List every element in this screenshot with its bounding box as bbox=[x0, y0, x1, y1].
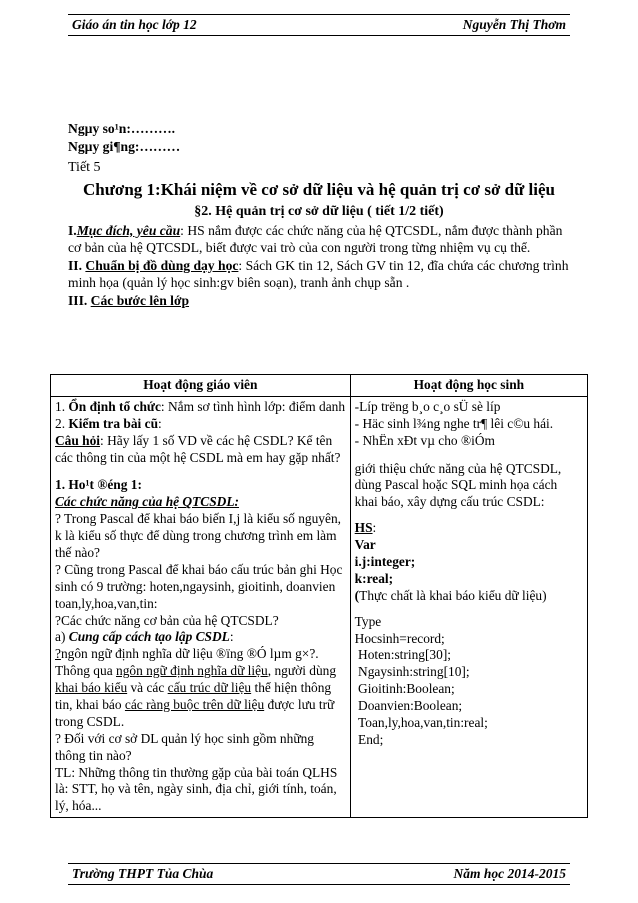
teacher-activity-line: 2. Kiểm tra bài cũ: bbox=[55, 415, 162, 431]
document-body bbox=[68, 120, 570, 309]
student-activity-line: giới thiệu chức năng của hệ QTCSDL, dùng Pascal hoặc SQL minh họa cách khai báo, xây dựng cấu trúc CSDL: bbox=[354, 460, 562, 510]
student-activity-line: Hocsinh=record; bbox=[354, 630, 445, 646]
page-footer bbox=[68, 863, 570, 885]
part-2-paragraph bbox=[68, 257, 570, 291]
part-1-text: : HS nắm được các chức năng của hệ QTCSDL, nắm được thành phần cơ bản của hệ QTCSDL, biết được vai trò của con người trong từng nhiệm vụ cụ thể. bbox=[68, 222, 563, 255]
student-activity-line: (Thực chất là khai báo kiểu dữ liệu) bbox=[354, 587, 547, 603]
footer-right-text: Năm học 2014-2015 bbox=[453, 866, 566, 881]
student-activity-line: Doanvien:Boolean; bbox=[354, 698, 463, 714]
student-activity-line: Type bbox=[354, 613, 382, 629]
student-activity-line: i.j:integer; bbox=[354, 554, 416, 570]
part-3-label: III. bbox=[68, 293, 91, 309]
part-1-heading: Mục đích, yêu cầu bbox=[76, 222, 181, 238]
student-activity-line: -Líp trëng b¸o c¸o sÜ sè líp bbox=[354, 398, 501, 414]
part-3-paragraph bbox=[68, 292, 570, 309]
teacher-activity-line: a) Cung cấp cách tạo lập CSDL: bbox=[55, 629, 234, 645]
teacher-activity-line: ?Các chức năng cơ bản của hệ QTCSDL? bbox=[55, 612, 279, 628]
lesson-activity-table bbox=[50, 374, 588, 818]
footer-left-text: Trường THPT Tủa Chùa bbox=[72, 866, 214, 881]
section-title: §2. Hệ quản trị cơ sở dữ liệu ( tiết 1/2 tiết) bbox=[194, 204, 444, 220]
teacher-activity-cell bbox=[51, 396, 351, 817]
student-activity-line: k:real; bbox=[354, 570, 394, 586]
date-giang-line: Ngµy gi¶ng:……… bbox=[68, 139, 181, 155]
student-activity-line: Ngaysinh:string[10]; bbox=[354, 664, 470, 680]
student-activity-line: Hoten:string[30]; bbox=[354, 647, 451, 663]
header-left-text: Giáo án tin học lớp 12 bbox=[72, 17, 197, 32]
page-header bbox=[68, 14, 570, 36]
chapter-title: Chương 1:Khái niệm về cơ sở dữ liệu và hệ quản trị cơ sở dữ liệu bbox=[82, 180, 555, 200]
table-header-student: Hoạt động học sinh bbox=[350, 375, 587, 397]
teacher-activity-line: ?ngôn ngữ định nghĩa dữ liệu ®ïng ®Ó lµm g×?. bbox=[55, 646, 319, 662]
student-activity-line: HS: bbox=[354, 520, 377, 536]
table-header-teacher: Hoạt động giáo viên bbox=[51, 375, 351, 397]
teacher-activity-line: ? Cũng trong Pascal để khai báo cấu trúc bản ghi Học sinh có 9 trường: hoten,ngaysinh, gioitinh, doanvien toan,ly,hoa,van,tin: bbox=[55, 561, 343, 611]
teacher-activity-line: TL: Những thông tin thường gặp của bài toán QLHS là: STT, họ và tên, ngày sinh, địa chỉ, giới tính, toán, lý, hóa... bbox=[55, 764, 338, 814]
part-2-label: II. bbox=[68, 257, 86, 273]
tiet-line: Tiết 5 bbox=[68, 159, 101, 175]
student-activity-cell bbox=[350, 396, 587, 817]
student-activity-line: Var bbox=[354, 537, 376, 553]
teacher-activity-line: ? Đối với cơ sở DL quản lý học sinh gồm những thông tin nào? bbox=[55, 730, 314, 763]
teacher-activity-line: ? Trong Pascal để khai báo biến I,j là kiểu số nguyên, k là kiểu số thực để dùng trong chương trình em làm thế nào? bbox=[55, 511, 341, 561]
date-soan-line: Ngµy so¹n:………. bbox=[68, 121, 176, 136]
part-1-label: I. bbox=[68, 222, 77, 238]
part-2-heading: Chuẩn bị đồ dùng dạy học bbox=[85, 257, 239, 273]
student-activity-line: Toan,ly,hoa,van,tin:real; bbox=[354, 715, 488, 731]
teacher-activity-line: Các chức năng của hệ QTCSDL: bbox=[55, 494, 239, 510]
student-activity-line: End; bbox=[354, 731, 384, 747]
part-2-text: : Sách GK tin 12, Sách GV tin 12, đĩa chứa các chương trình minh họa (quản lý học sinh:gv biên soạn), tranh ảnh chụp sẵn . bbox=[68, 257, 569, 291]
teacher-activity-line: 1. Ổn định tổ chức: Nắm sơ tình hình lớp: điểm danh bbox=[55, 398, 346, 414]
teacher-activity-line: Thông qua ngôn ngữ định nghĩa dữ liệu, người dùng khai báo kiểu và các cấu trúc dữ liệu thể hiện thông tin, khai báo các ràng buộc trên dữ liệu được lưu trữ trong CSDL. bbox=[55, 663, 337, 729]
table-header-row bbox=[51, 375, 588, 397]
part-1-paragraph bbox=[68, 222, 570, 256]
teacher-activity-line: 1. Ho¹t ®éng 1: bbox=[55, 477, 142, 493]
student-activity-line: - NhËn xÐt vµ cho ®iÓm bbox=[354, 432, 495, 448]
part-3-heading: Các bước lên lớp bbox=[90, 293, 190, 309]
student-activity-line: - Häc sinh l¾ng nghe tr¶ lêi c©u hái. bbox=[354, 415, 554, 431]
header-right-text: Nguyễn Thị Thơm bbox=[462, 17, 566, 32]
student-activity-line: Gioitinh:Boolean; bbox=[354, 681, 455, 697]
teacher-activity-line: Câu hỏi: Hãy lấy 1 số VD về các hệ CSDL? Kể tên các thông tin của một hệ CSDL mà em hay gặp nhất? bbox=[55, 432, 341, 465]
table-row bbox=[51, 396, 588, 817]
